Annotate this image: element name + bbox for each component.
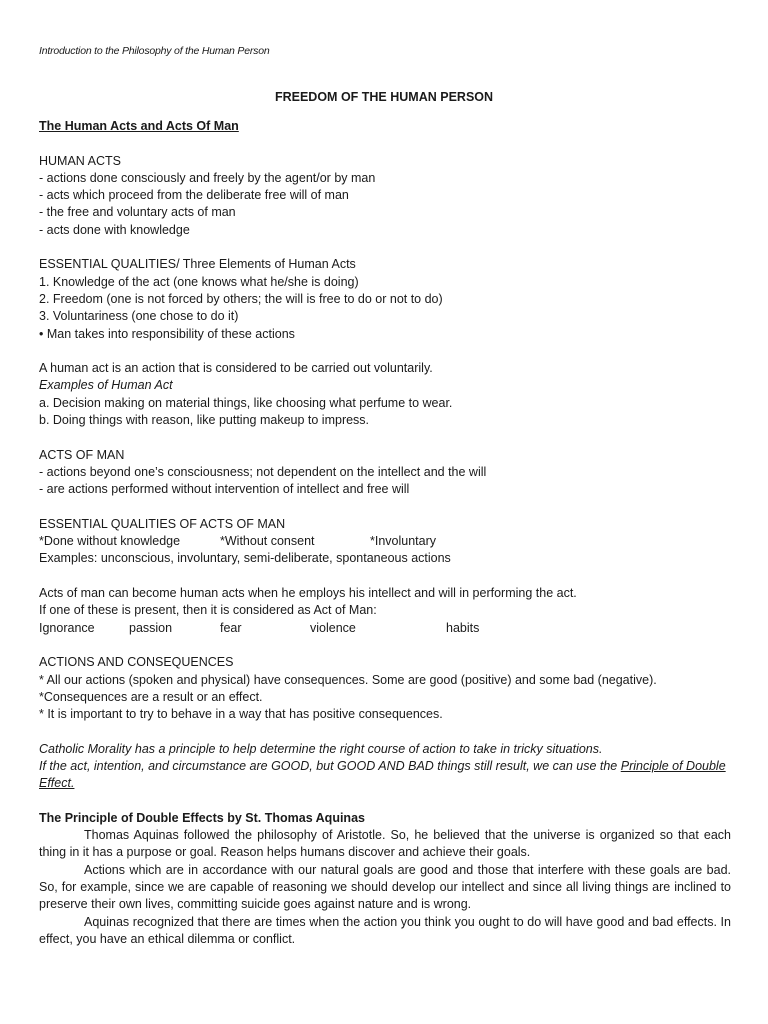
consequence-item: *Consequences are a result or an effect. (39, 689, 263, 704)
acts-of-man-item: - are actions performed without intervention of intellect and free will (39, 482, 410, 497)
double-effect-paragraph: Actions which are in accordance with our natural goals are good and those that interfere with these goals are bad. So, for example, since we are capable of reasoning we should develop our intellect and since all living things are inclined to preserve their own lives, committing suicide goes against nature and is wrong. (39, 862, 731, 912)
example-item: a. Decision making on material things, like choosing what perfume to wear. (39, 395, 453, 410)
consequence-item: * All our actions (spoken and physical) have consequences. Some are good (positive) and some bad (negative). (39, 672, 657, 687)
factor-item: Ignorance (39, 620, 95, 635)
consequence-item: * It is important to try to behave in a way that has positive consequences. (39, 707, 443, 722)
document-body (39, 118, 731, 948)
conversion-line: If one of these is present, then it is considered as Act of Man: (39, 603, 377, 618)
double-effect-heading: The Principle of Double Effects by St. Thomas Aquinas (39, 810, 365, 825)
human-acts-heading: HUMAN ACTS (39, 153, 121, 168)
factor-item: violence (310, 620, 356, 635)
quality-item: *Done without knowledge (39, 534, 181, 549)
principle-link: Principle of Double Effect. (39, 758, 726, 791)
document-header: Introduction to the Philosophy of the Human Person (39, 45, 270, 57)
human-acts-item: - acts done with knowledge (39, 222, 190, 237)
essential-quality-item: • Man takes into responsibility of these actions (39, 326, 295, 341)
eq-acts-of-man-examples: Examples: unconscious, involuntary, semi-deliberate, spontaneous actions (39, 551, 451, 566)
double-effect-paragraph: Thomas Aquinas followed the philosophy of Aristotle. So, he believed that the universe is organized so that each thing in it has a purpose or goal. Reason helps humans discover and achieve their goals. (39, 828, 731, 860)
quality-item: *Involuntary (370, 534, 437, 549)
acts-of-man-heading: ACTS OF MAN (39, 447, 125, 462)
acts-of-man-item: - actions beyond one’s consciousness; not dependent on the intellect and the will (39, 464, 487, 479)
document-title: FREEDOM OF THE HUMAN PERSON (274, 90, 494, 104)
human-act-definition: A human act is an action that is considered to be carried out voluntarily. (39, 361, 433, 376)
conversion-line: Acts of man can become human acts when he employs his intellect and will in performing the act. (39, 586, 577, 601)
essential-quality-item: 2. Freedom (one is not forced by others; the will is free to do or not to do) (39, 291, 443, 306)
catholic-morality-line: Catholic Morality has a principle to help determine the right course of action to take in tricky situations. (39, 741, 603, 756)
consequences-heading: ACTIONS AND CONSEQUENCES (39, 655, 234, 670)
section-subtitle: The Human Acts and Acts Of Man (39, 119, 239, 133)
double-effect-paragraph: Aquinas recognized that there are times when the action you think you ought to do will have good and bad effects. In effect, you have an ethical dilemma or conflict. (39, 914, 731, 946)
essential-quality-item: 1. Knowledge of the act (one knows what he/she is doing) (39, 274, 359, 289)
factor-item: passion (129, 620, 173, 635)
essential-quality-item: 3. Voluntariness (one chose to do it) (39, 309, 239, 324)
quality-item: *Without consent (220, 534, 315, 549)
eq-acts-of-man-qualities (39, 533, 731, 550)
eq-acts-of-man-heading: ESSENTIAL QUALITIES OF ACTS OF MAN (39, 516, 286, 531)
human-acts-item: - acts which proceed from the deliberate free will of man (39, 188, 349, 203)
human-acts-item: - actions done consciously and freely by the agent/or by man (39, 170, 376, 185)
examples-label: Examples of Human Act (39, 378, 173, 393)
factor-item: habits (446, 620, 480, 635)
essential-qualities-heading: ESSENTIAL QUALITIES/ Three Elements of Human Acts (39, 257, 356, 272)
catholic-morality-rule: If the act, intention, and circumstance are GOOD, but GOOD AND BAD things still result, we can use the Principle of Double Effect. (39, 758, 726, 791)
example-item: b. Doing things with reason, like putting makeup to impress. (39, 413, 370, 428)
human-acts-item: - the free and voluntary acts of man (39, 205, 236, 220)
conversion-factors (39, 620, 731, 637)
factor-item: fear (220, 620, 242, 635)
